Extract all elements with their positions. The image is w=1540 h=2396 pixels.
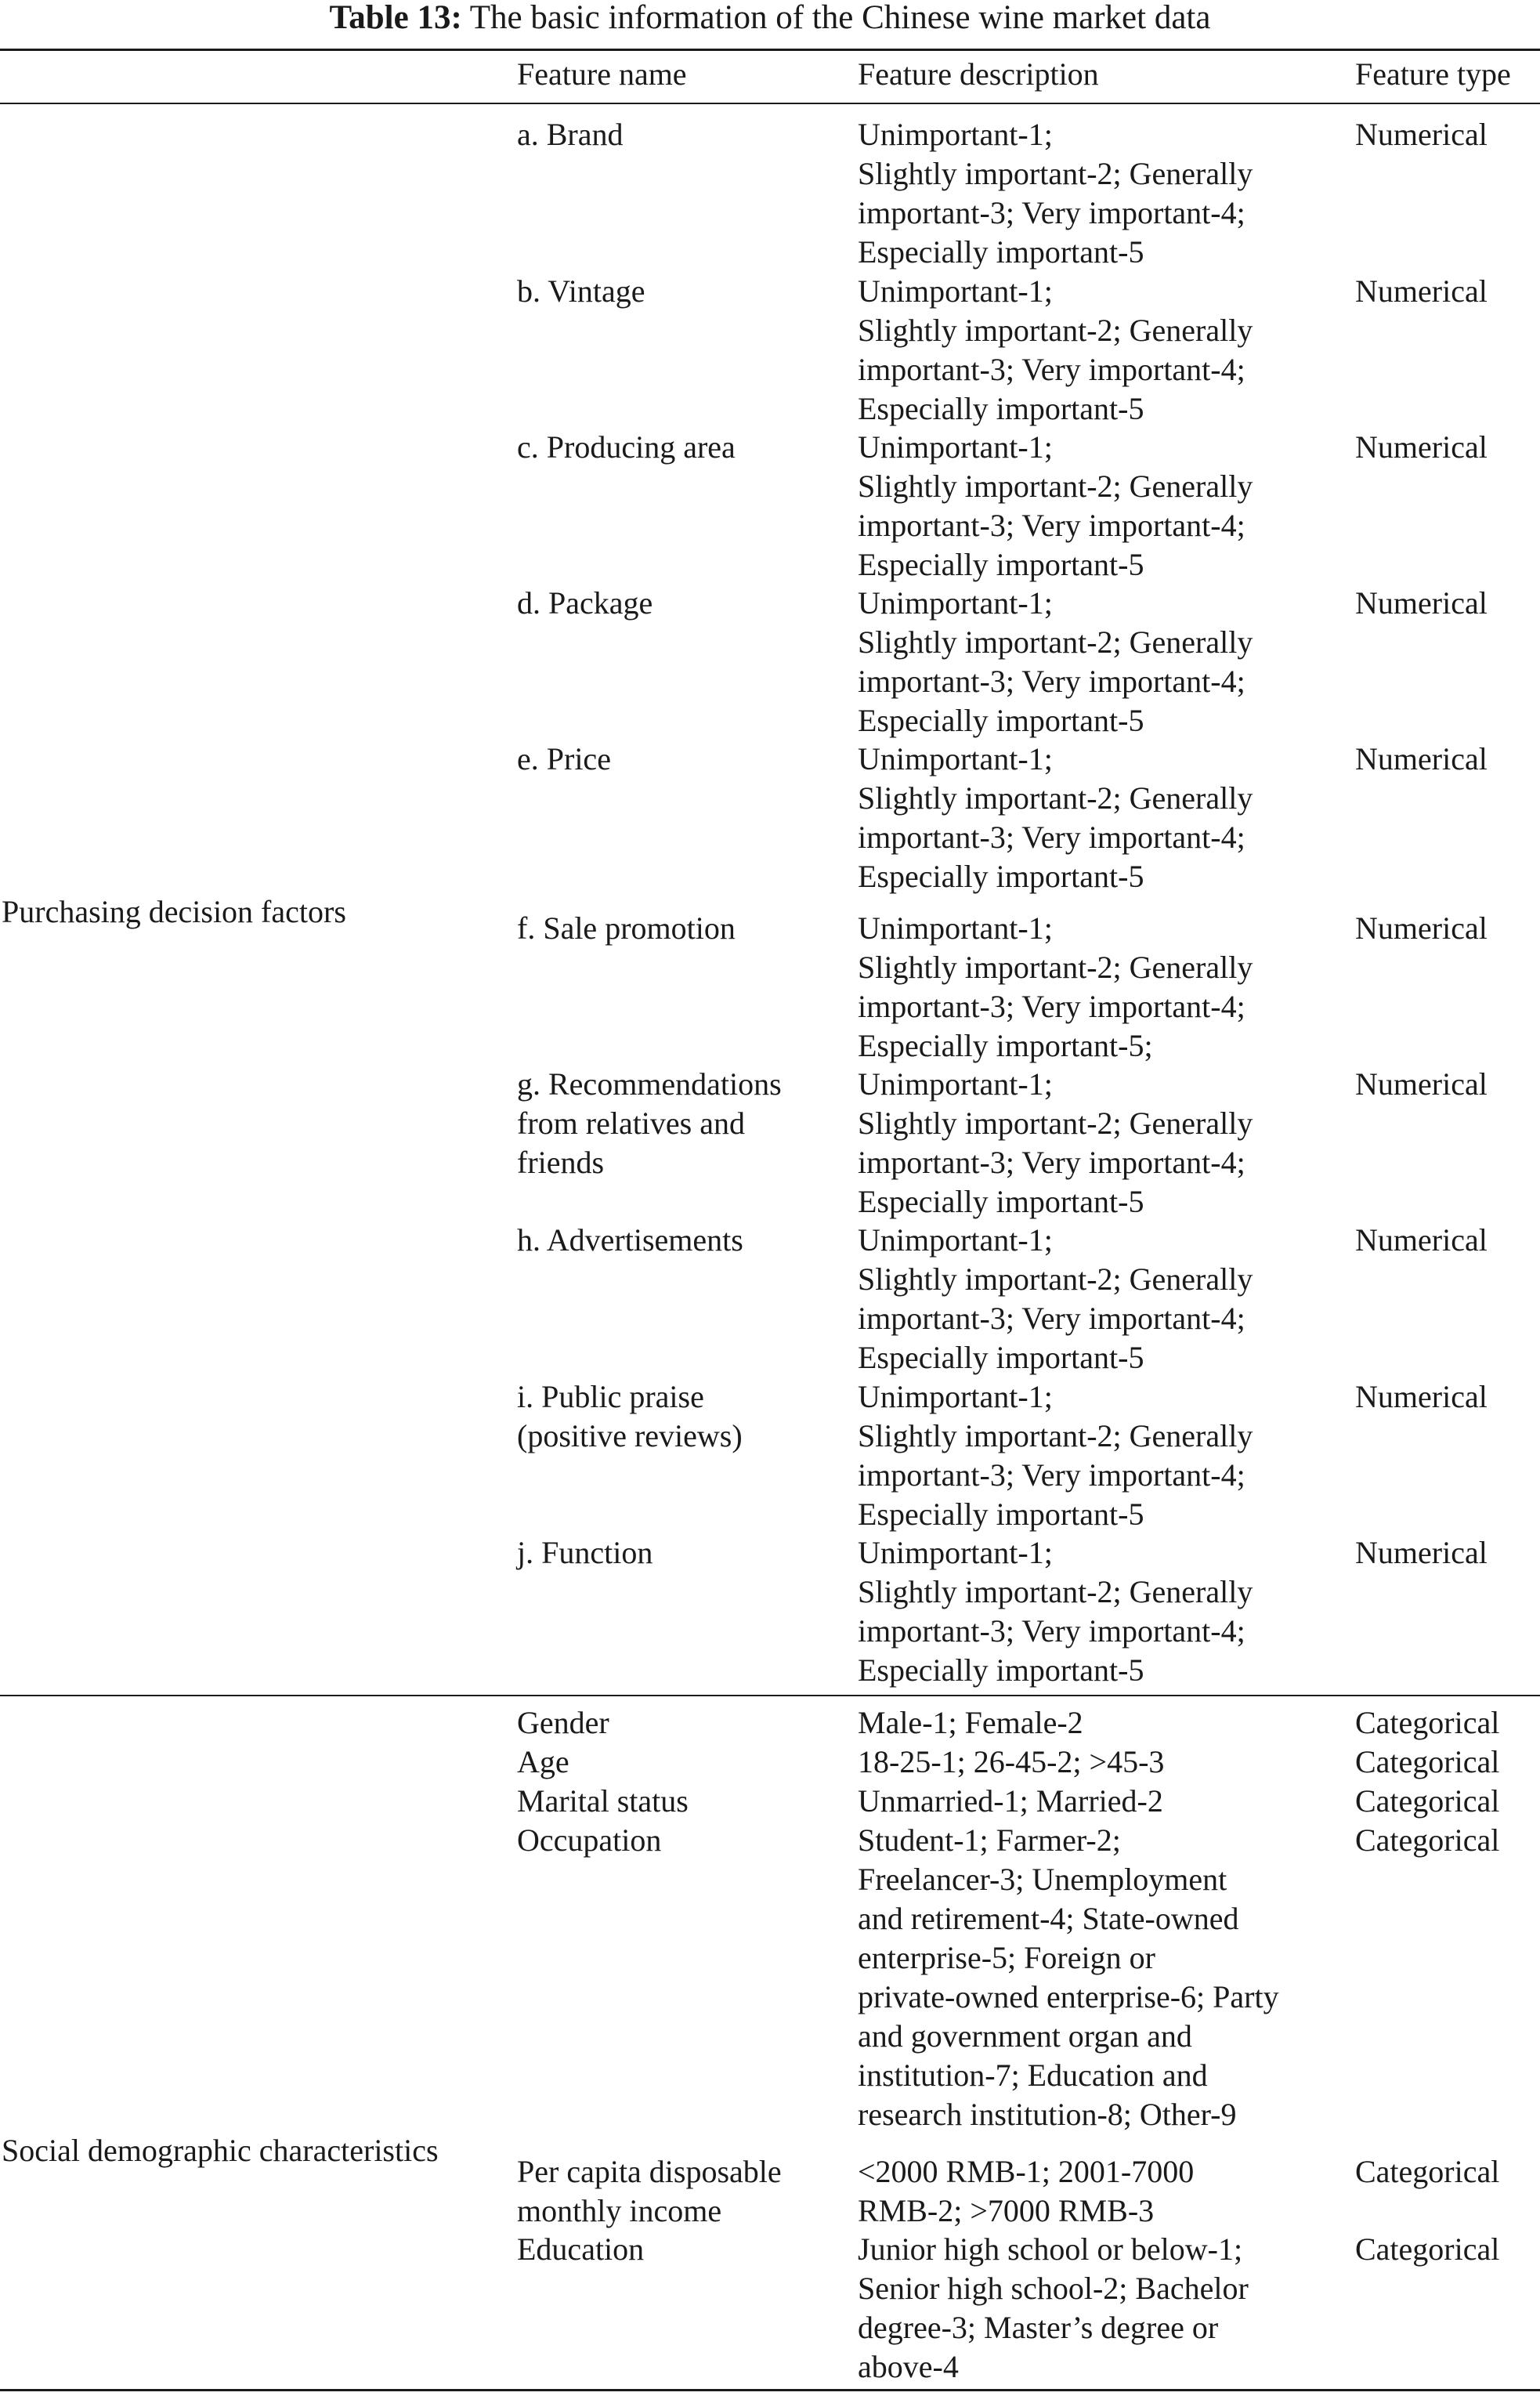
- table-caption: [0, 0, 1540, 36]
- feature-type: Categorical: [1355, 1822, 1500, 1858]
- feature-name: b. Vintage: [517, 273, 645, 309]
- feature-name: j. Function: [517, 1535, 653, 1570]
- header-feature-type: Feature type: [1355, 56, 1511, 92]
- feature-description: Male-1; Female-2: [858, 1705, 1083, 1740]
- feature-name: Education: [517, 2231, 645, 2267]
- feature-name: e. Price: [517, 741, 611, 776]
- feature-type: Categorical: [1355, 1744, 1500, 1779]
- feature-name: c. Producing area: [517, 429, 736, 465]
- feature-description: 18-25-1; 26-45-2; >45-3: [858, 1744, 1165, 1779]
- feature-name: a. Brand: [517, 117, 624, 152]
- feature-name: Gender: [517, 1705, 609, 1740]
- feature-description: Student-1; Farmer-2; Freelancer-3; Unemployment and retirement-4; State-owned enterprise-5; Foreign or private-owned enterprise-6; Party and government organ and institution-7; Education and research institution-8; Other-9: [858, 1822, 1279, 2132]
- feature-type: Numerical: [1355, 585, 1488, 621]
- feature-name: Age: [517, 1744, 569, 1779]
- caption-label: Table 13:: [329, 0, 462, 36]
- feature-type: Numerical: [1355, 1535, 1488, 1570]
- group-label-purchasing: Purchasing decision factors: [2, 894, 346, 929]
- header-feature-name: Feature name: [517, 56, 687, 92]
- feature-type: Numerical: [1355, 1379, 1488, 1414]
- feature-description: Unimportant-1; Slightly important-2; Generally important-3; Very important-4; Especially important-5: [858, 273, 1253, 426]
- feature-type: Numerical: [1355, 117, 1488, 152]
- feature-type: Numerical: [1355, 741, 1488, 776]
- feature-type: Numerical: [1355, 273, 1488, 309]
- header-rule: [0, 103, 1540, 104]
- header-feature-description: Feature description: [858, 56, 1099, 92]
- feature-name: h. Advertisements: [517, 1222, 743, 1258]
- feature-name: Per capita disposable monthly income: [517, 2154, 782, 2228]
- bottom-rule: [0, 2389, 1540, 2391]
- group-label-social: Social demographic characteristics: [2, 2133, 439, 2168]
- group-divider-rule: [0, 1695, 1540, 1696]
- top-rule: [0, 49, 1540, 51]
- feature-description: Unimportant-1; Slightly important-2; Generally important-3; Very important-4; Especially important-5: [858, 429, 1253, 582]
- caption-text: The basic information of the Chinese wine market data: [469, 0, 1211, 36]
- feature-type: Categorical: [1355, 2154, 1500, 2189]
- feature-name: f. Sale promotion: [517, 910, 736, 946]
- feature-description: Unimportant-1; Slightly important-2; Generally important-3; Very important-4; Especially important-5: [858, 1222, 1253, 1375]
- feature-description: Unimportant-1; Slightly important-2; Generally important-3; Very important-4; Especially important-5: [858, 117, 1253, 270]
- feature-description: Unimportant-1; Slightly important-2; Generally important-3; Very important-4; Especially important-5: [858, 1066, 1253, 1219]
- feature-type: Numerical: [1355, 1222, 1488, 1258]
- feature-description: Unimportant-1; Slightly important-2; Generally important-3; Very important-4; Especially important-5: [858, 741, 1253, 894]
- feature-name: g. Recommendations from relatives and friends: [517, 1066, 782, 1180]
- feature-description: Junior high school or below-1; Senior high school-2; Bachelor degree-3; Master’s degree or above-4: [858, 2231, 1249, 2384]
- feature-name: i. Public praise (positive reviews): [517, 1379, 743, 1453]
- feature-description: Unimportant-1; Slightly important-2; Generally important-3; Very important-4; Especially important-5: [858, 1379, 1253, 1532]
- feature-type: Numerical: [1355, 429, 1488, 465]
- feature-description: Unimportant-1; Slightly important-2; Generally important-3; Very important-4; Especially important-5;: [858, 910, 1253, 1063]
- feature-type: Categorical: [1355, 1705, 1500, 1740]
- feature-description: Unmarried-1; Married-2: [858, 1783, 1163, 1819]
- feature-type: Numerical: [1355, 910, 1488, 946]
- feature-name: Occupation: [517, 1822, 662, 1858]
- feature-type: Numerical: [1355, 1066, 1488, 1102]
- feature-name: d. Package: [517, 585, 653, 621]
- feature-description: Unimportant-1; Slightly important-2; Generally important-3; Very important-4; Especially important-5: [858, 585, 1253, 738]
- feature-type: Categorical: [1355, 2231, 1500, 2267]
- feature-name: Marital status: [517, 1783, 689, 1819]
- feature-description: <2000 RMB-1; 2001-7000 RMB-2; >7000 RMB-3: [858, 2154, 1195, 2228]
- feature-type: Categorical: [1355, 1783, 1500, 1819]
- feature-description: Unimportant-1; Slightly important-2; Generally important-3; Very important-4; Especially important-5: [858, 1535, 1253, 1688]
